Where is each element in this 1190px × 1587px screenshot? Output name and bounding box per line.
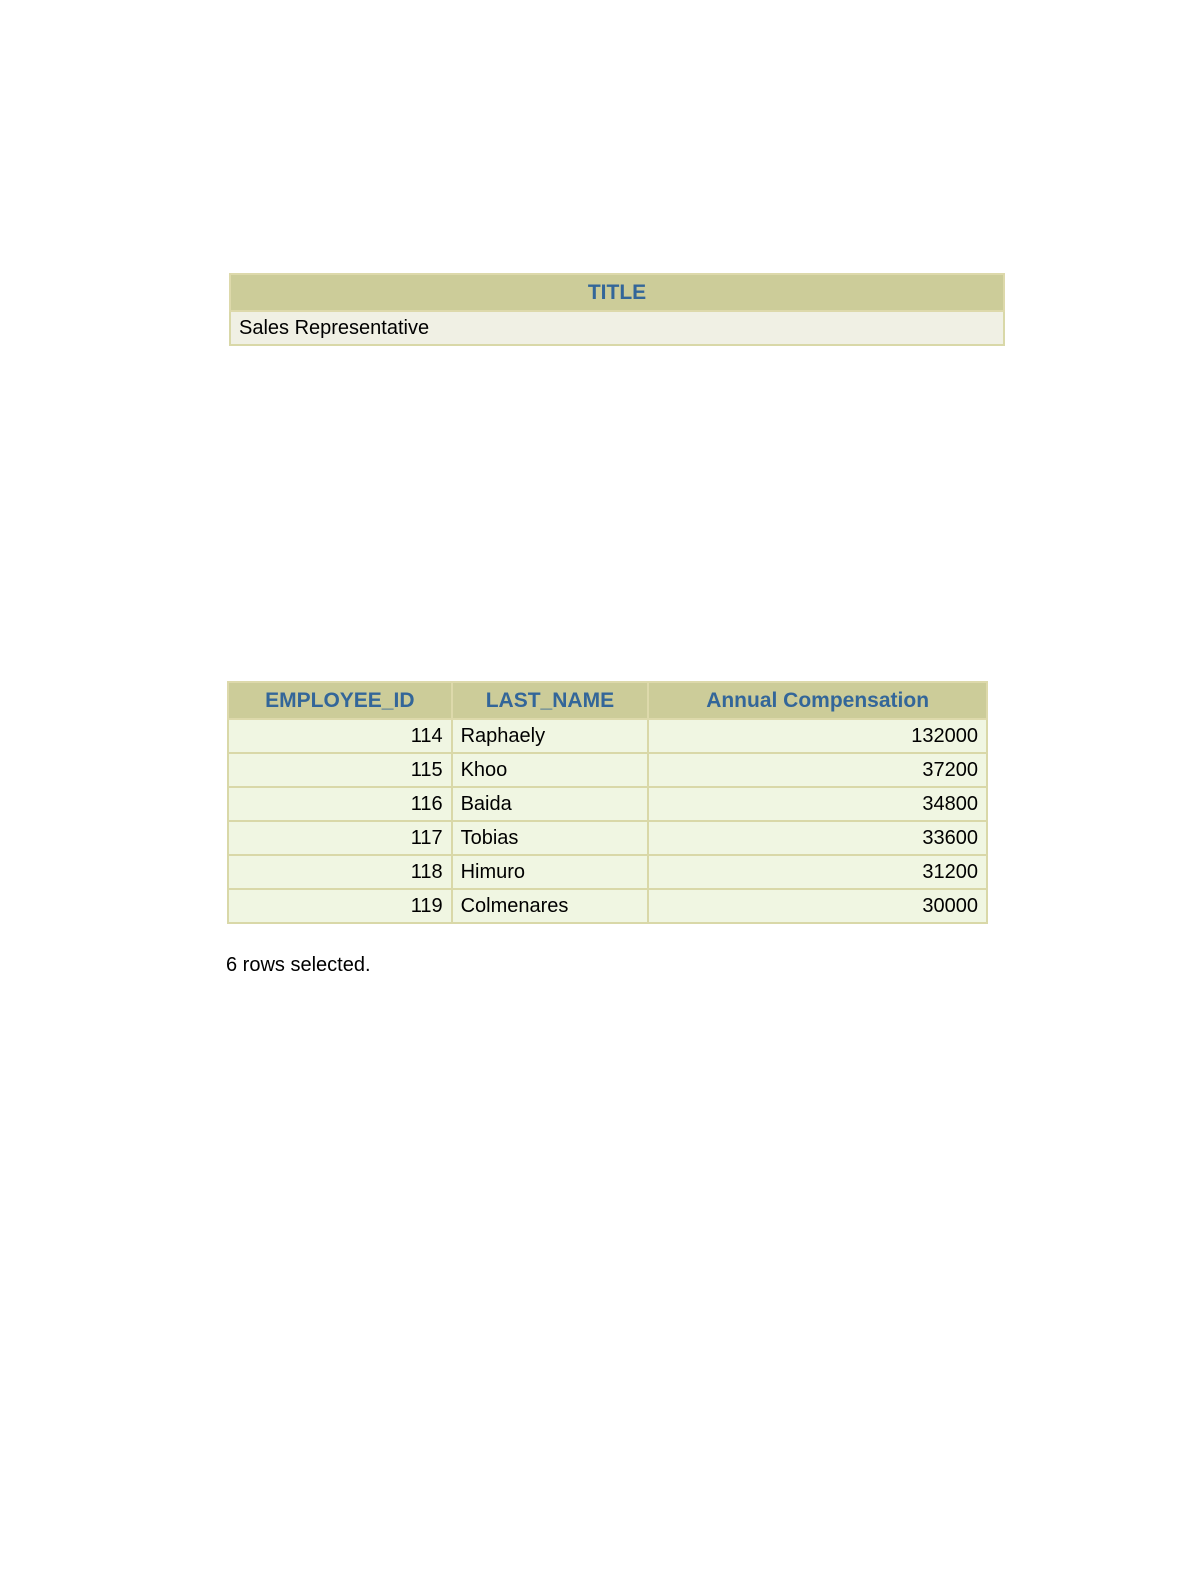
last-name-cell: Himuro — [452, 855, 649, 889]
column-header-title: TITLE — [230, 274, 1004, 311]
annual-compensation-cell: 34800 — [648, 787, 987, 821]
last-name-cell: Raphaely — [452, 719, 649, 753]
employee-id-cell: 117 — [228, 821, 452, 855]
table-row — [228, 787, 987, 821]
annual-compensation-cell: 33600 — [648, 821, 987, 855]
employee-id-cell: 115 — [228, 753, 452, 787]
column-header-employee-id: EMPLOYEE_ID — [228, 682, 452, 719]
annual-compensation-cell: 31200 — [648, 855, 987, 889]
annual-compensation-cell: 132000 — [648, 719, 987, 753]
table-row — [228, 821, 987, 855]
table-row — [228, 753, 987, 787]
last-name-cell: Tobias — [452, 821, 649, 855]
column-header-annual-compensation: Annual Compensation — [648, 682, 987, 719]
title-cell: Sales Representative — [230, 311, 1004, 345]
last-name-cell: Khoo — [452, 753, 649, 787]
table-row — [228, 889, 987, 923]
last-name-cell: Colmenares — [452, 889, 649, 923]
table-row — [228, 855, 987, 889]
rows-selected-message: 6 rows selected. — [226, 954, 371, 976]
employee-result-table — [227, 681, 988, 924]
employee-id-cell: 114 — [228, 719, 452, 753]
last-name-cell: Baida — [452, 787, 649, 821]
employee-id-cell: 119 — [228, 889, 452, 923]
table-row — [230, 311, 1004, 345]
annual-compensation-cell: 30000 — [648, 889, 987, 923]
annual-compensation-cell: 37200 — [648, 753, 987, 787]
title-result-table — [229, 273, 1005, 346]
table-header-row — [228, 682, 987, 719]
table-header-row — [230, 274, 1004, 311]
column-header-last-name: LAST_NAME — [452, 682, 649, 719]
employee-id-cell: 116 — [228, 787, 452, 821]
table-row — [228, 719, 987, 753]
employee-id-cell: 118 — [228, 855, 452, 889]
